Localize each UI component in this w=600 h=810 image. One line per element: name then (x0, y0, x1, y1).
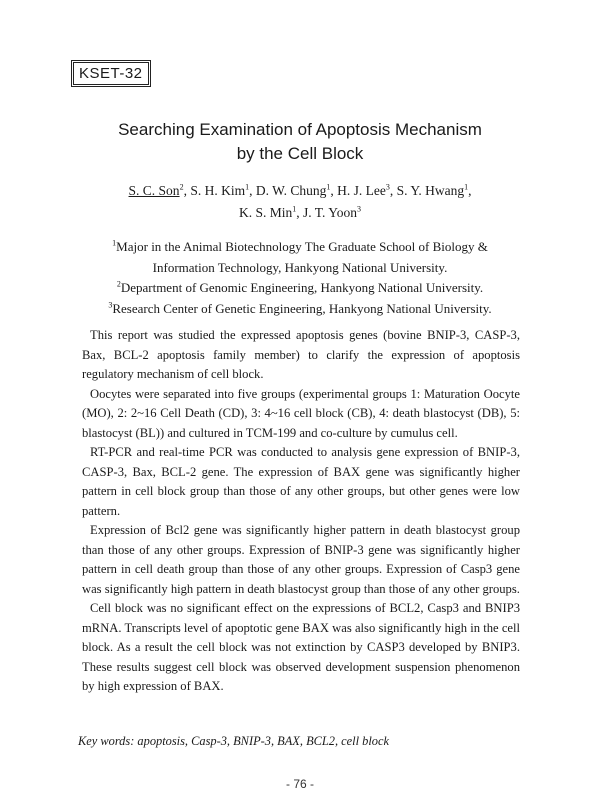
abstract-paragraph: Expression of Bcl2 gene was significantly higher pattern in death blastocyst group than those of any other groups. Expression of BNIP-3 gene was significantly higher pattern in cell death group than those of any other groups. Expression of Casp3 gene was significantly high pattern in death blastocyst group than those of any other groups. (82, 523, 520, 596)
affiliation-3 (0, 299, 600, 320)
author-list (0, 180, 600, 224)
author-affiliation-mark: 1 (292, 204, 297, 214)
affiliation-mark: 1 (112, 238, 117, 248)
author-affiliation-mark: 1 (464, 182, 469, 192)
author-name: , H. J. Lee (330, 183, 386, 198)
author-name: , S. H. Kim (183, 183, 246, 198)
author-name: , J. T. Yoon (296, 205, 357, 220)
abstract-paragraph: This report was studied the expressed apoptosis genes (bovine BNIP-3, CASP-3, Bax, BCL-2 apoptosis family member) to clarify the expression of apoptosis regulatory mechanism of cell block. (82, 328, 520, 381)
affiliation-mark: 3 (108, 300, 113, 310)
keywords: Key words: apoptosis, Casp-3, BNIP-3, BAX, BCL2, cell block (78, 734, 389, 748)
author-line-2 (0, 202, 600, 224)
author-affiliation-mark: 1 (326, 182, 331, 192)
affiliation-text: Major in the Animal Biotechnology The Graduate School of Biology & (116, 239, 488, 254)
author-name: , D. W. Chung (249, 183, 327, 198)
affiliation-list (0, 237, 600, 319)
author-separator: , (468, 183, 472, 198)
affiliation-2 (0, 278, 600, 299)
abstract-paragraph: Oocytes were separated into five groups (experimental groups 1: Maturation Oocyte (MO), 2: 2~16 Cell Death (CD), 3: 4~16 cell block (CB), 4: death blastocyst (DB), 5: blastocyst (BL)) and cultured in TCM-199 and co-culture by cumulus cell. (82, 386, 520, 440)
page-number: - 76 - (285, 777, 314, 791)
author-affiliation-mark: 3 (385, 182, 390, 192)
affiliation-mark: 2 (116, 279, 121, 289)
paper-code-badge: KSET-32 (71, 60, 151, 87)
title-line-1: Searching Examination of Apoptosis Mechanism (118, 120, 482, 139)
author-affiliation-mark: 2 (179, 182, 184, 192)
author-affiliation-mark: 1 (245, 182, 250, 192)
abstract-body (82, 326, 520, 697)
author-line-1 (0, 180, 600, 202)
abstract-paragraph: RT-PCR and real-time PCR was conducted to analysis gene expression of BNIP-3, CASP-3, Bax, BCL-2 gene. The expression of BAX gene was significantly higher pattern in cell block group than those of any other groups, but other genes were low pattern. (82, 445, 520, 518)
title-line-2: by the Cell Block (236, 144, 364, 163)
affiliation-1 (0, 237, 600, 258)
paper-title (0, 118, 600, 166)
author-name: , S. Y. Hwang (389, 183, 465, 198)
affiliation-1-cont: Information Technology, Hankyong National University. (152, 259, 448, 275)
affiliation-text: Department of Genomic Engineering, Hankyong National University. (120, 280, 484, 295)
author-name: K. S. Min (239, 205, 293, 220)
author-affiliation-mark: 3 (356, 204, 361, 214)
abstract-paragraph: Cell block was no significant effect on the expressions of BCL2, Casp3 and BNIP3 mRNA. Transcripts level of apoptotic gene BAX was also significantly high in the cell block. As a result the cell block was not extinction by CASP3 developed by BNIP3. These results suggest cell block was observed development suspension phenomenon by high expression of BAX. (82, 601, 520, 693)
affiliation-text: Research Center of Genetic Engineering, Hankyong National University. (112, 300, 492, 316)
author-name: S. C. Son (128, 183, 180, 198)
